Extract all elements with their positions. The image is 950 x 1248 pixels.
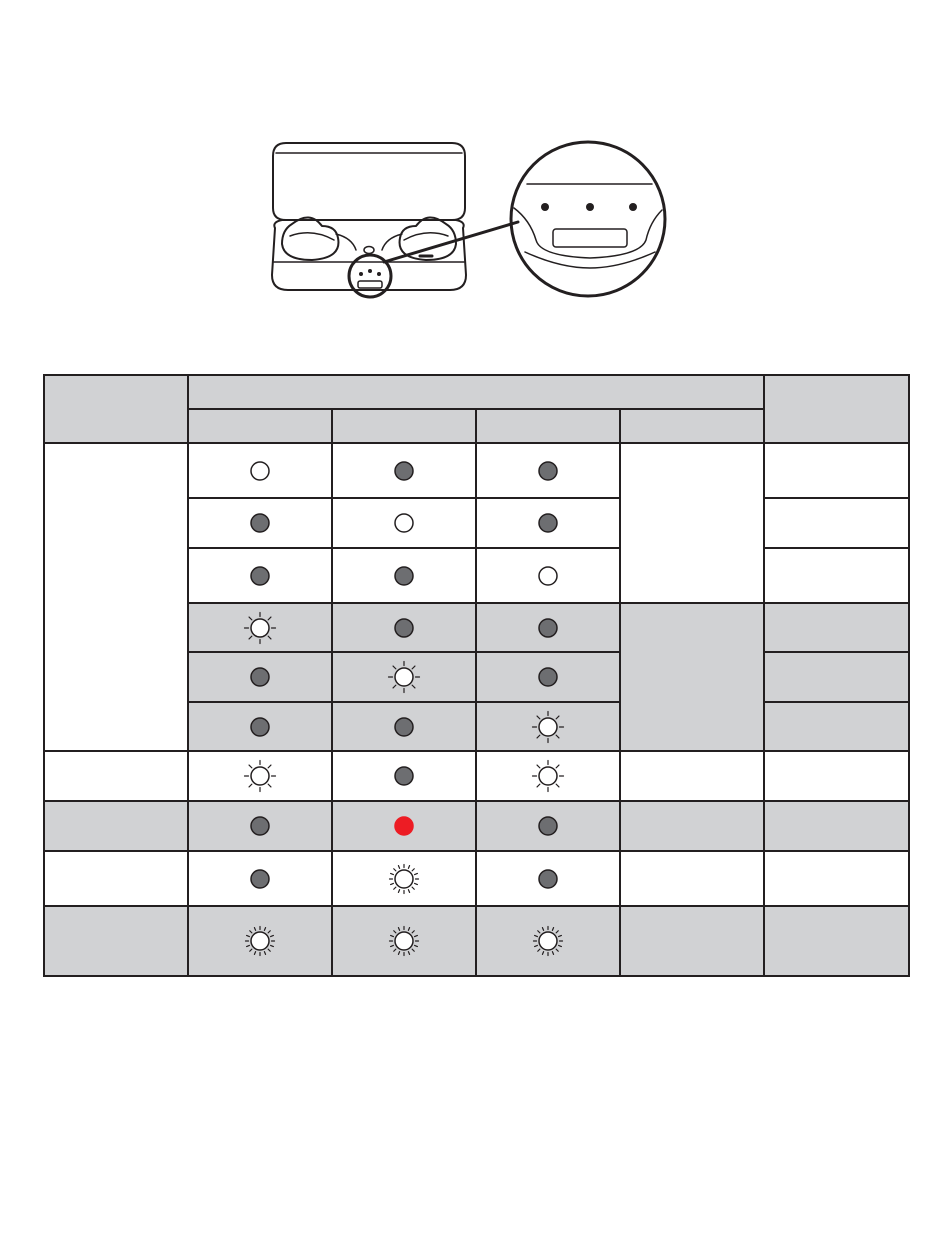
- group-note-cell: [620, 851, 764, 906]
- group-note-cell: [620, 801, 764, 851]
- left-earbud: [282, 217, 356, 260]
- led-status-table: [43, 374, 910, 977]
- status-label-cell: [44, 906, 188, 976]
- led-off-gray-icon: [240, 556, 280, 596]
- led-cell: [332, 443, 476, 498]
- group-note-cell: [620, 906, 764, 976]
- description-cell: [764, 751, 909, 801]
- led-cell: [476, 603, 620, 652]
- status-label-cell: [44, 751, 188, 801]
- led-off-gray-icon: [384, 451, 424, 491]
- right-earbud: [382, 217, 456, 260]
- description-cell: [764, 498, 909, 548]
- zoom-led-right: [629, 203, 637, 211]
- charging-case-illustration: [260, 130, 680, 310]
- led-cell: [332, 603, 476, 652]
- led-cell: [188, 548, 332, 603]
- led-cell: [188, 702, 332, 751]
- led-cell: [476, 906, 620, 976]
- led-cell: [188, 498, 332, 548]
- led-cell: [188, 652, 332, 702]
- status-label-cell: [44, 851, 188, 906]
- description-cell: [764, 443, 909, 498]
- led-cell: [476, 751, 620, 801]
- led-off-gray-icon: [240, 806, 280, 846]
- led-off-gray-icon: [528, 503, 568, 543]
- led-blinking-rays-icon: [240, 756, 280, 796]
- led-off-gray-icon: [528, 806, 568, 846]
- led-off-gray-icon: [528, 451, 568, 491]
- led-off-gray-icon: [384, 608, 424, 648]
- led-fast-blinking-rays-icon: [528, 921, 568, 961]
- led-fast-blinking-rays-icon: [384, 921, 424, 961]
- led-cell: [476, 851, 620, 906]
- led-off-gray-icon: [384, 707, 424, 747]
- led-cell: [188, 906, 332, 976]
- group-note-cell: [620, 751, 764, 801]
- led-off-gray-icon: [240, 657, 280, 697]
- description-cell: [764, 851, 909, 906]
- case-button: [364, 247, 374, 254]
- usb-port: [553, 229, 627, 247]
- led-off-gray-icon: [528, 859, 568, 899]
- led-cell: [476, 702, 620, 751]
- led-fast-blinking-rays-icon: [384, 859, 424, 899]
- group-note-cell: [620, 603, 764, 751]
- zoom-led-middle: [586, 203, 594, 211]
- led-red-solid-icon: [384, 806, 424, 846]
- description-cell: [764, 801, 909, 851]
- led-off-gray-icon: [384, 556, 424, 596]
- zoom-led-left: [541, 203, 549, 211]
- led-off-gray-icon: [528, 657, 568, 697]
- description-cell: [764, 652, 909, 702]
- led-cell: [188, 851, 332, 906]
- led-cell: [476, 652, 620, 702]
- led-cell: [332, 652, 476, 702]
- led-blinking-rays-icon: [384, 657, 424, 697]
- led-off-gray-icon: [240, 503, 280, 543]
- led-cell: [332, 702, 476, 751]
- led-off-gray-icon: [384, 756, 424, 796]
- led-cell: [476, 443, 620, 498]
- status-label-cell: [44, 801, 188, 851]
- description-cell: [764, 603, 909, 652]
- description-cell: [764, 548, 909, 603]
- led-cell: [332, 548, 476, 603]
- header-led-middle: [332, 409, 476, 443]
- led-blinking-rays-icon: [240, 608, 280, 648]
- led-cell: [332, 498, 476, 548]
- led-cell: [332, 906, 476, 976]
- led-blinking-rays-icon: [528, 756, 568, 796]
- led-cell: [332, 751, 476, 801]
- led-on-white-icon: [240, 451, 280, 491]
- header-led-extra: [620, 409, 764, 443]
- header-led-group-cell: [188, 375, 764, 409]
- led-fast-blinking-rays-icon: [240, 921, 280, 961]
- led-blinking-rays-icon: [528, 707, 568, 747]
- header-led-left: [188, 409, 332, 443]
- description-cell: [764, 702, 909, 751]
- led-cell: [332, 801, 476, 851]
- zoom-callout: [511, 142, 665, 296]
- led-cell: [476, 801, 620, 851]
- led-cell: [188, 751, 332, 801]
- led-on-white-icon: [528, 556, 568, 596]
- header-description-cell: [764, 375, 909, 443]
- led-cell: [476, 498, 620, 548]
- led-on-white-icon: [384, 503, 424, 543]
- led-cell: [188, 443, 332, 498]
- header-status-cell: [44, 375, 188, 443]
- description-cell: [764, 906, 909, 976]
- led-off-gray-icon: [240, 859, 280, 899]
- case-lid: [273, 143, 465, 220]
- led-off-gray-icon: [528, 608, 568, 648]
- led-cell: [188, 801, 332, 851]
- led-cell: [332, 851, 476, 906]
- led-cell: [188, 603, 332, 652]
- led-off-gray-icon: [240, 707, 280, 747]
- status-label-cell: [44, 443, 188, 751]
- group-note-cell: [620, 443, 764, 603]
- header-led-right: [476, 409, 620, 443]
- led-cell: [476, 548, 620, 603]
